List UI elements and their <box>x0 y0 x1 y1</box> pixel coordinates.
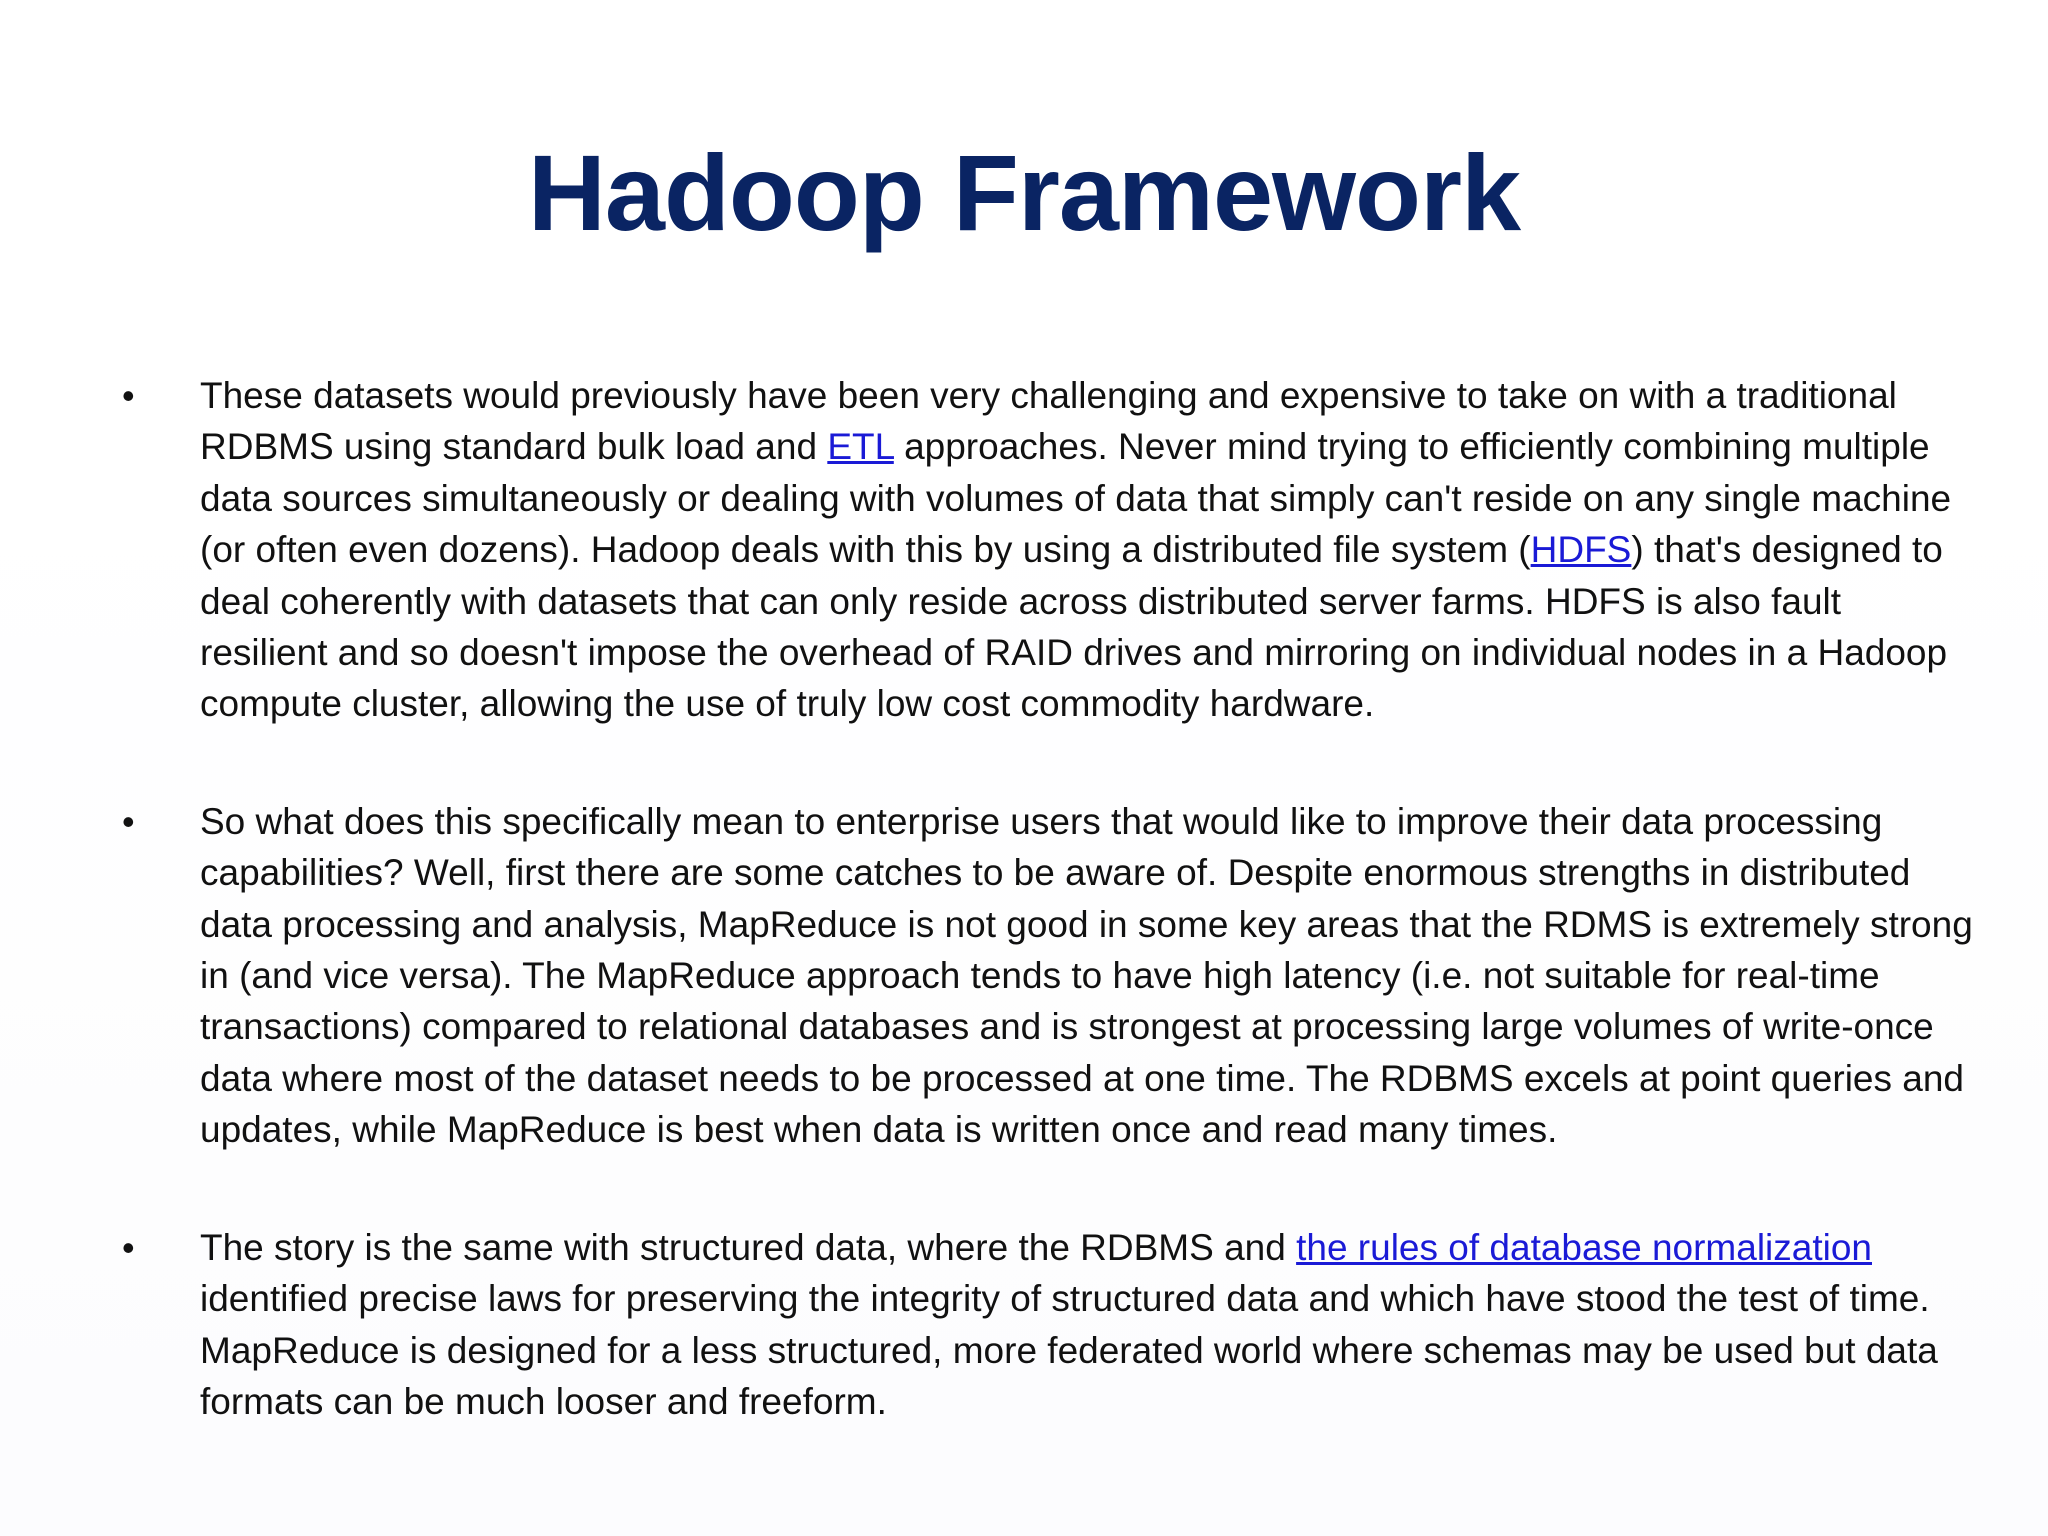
hdfs-link[interactable]: HDFS <box>1530 529 1632 571</box>
bullet-text <box>200 1227 1938 1422</box>
bullet-text-segment: approaches. Never mind trying to efficiently combining multiple data sources simultaneously or dealing with volumes of data that simply can't reside on any single machine (or often even dozens). Hadoop deals with this by using a distributed file system ( <box>200 426 1952 571</box>
bullet-dot-icon: • <box>122 1226 135 1268</box>
bullet-text-segment: ) that's designed to deal coherently with datasets that can only reside across distributed server farms. HDFS is also fault resilient and so doesn't impose the overhead of RAID drives and mirroring on individual nodes in a Hadoop compute cluster, allowing the use of truly low cost commodity hardware. <box>200 529 1948 725</box>
bullet-dot-icon: • <box>122 375 135 416</box>
bullet-text <box>200 801 1973 1150</box>
bullet-item <box>116 1222 1976 1428</box>
bullet-text <box>200 375 1951 724</box>
etl-link[interactable]: ETL <box>827 426 894 468</box>
bullet-text-segment: So what does this specifically mean to enterprise users that would like to improve their data processing capabilities? Well, first there are some catches to be aware of. Despite enormous strengths in distributed data processing and analysis, MapReduce is not good in some key areas that the RDMS is extremely strong in (and vice versa). The MapReduce approach tends to have high latency (i.e. not suitable for real-time transactions) compared to relational databases and is strongest at processing large volumes of write-once data where most of the dataset needs to be processed at one time. The RDBMS excels at point queries and updates, while MapReduce is best when data is written once and read many times. <box>200 800 1973 1151</box>
bullet-text-segment: identified precise laws for preserving the integrity of structured data and which have stood the test of time. MapReduce is designed for a less structured, more federated world where schemas may be used but data formats can be much looser and freeform. <box>200 1278 1938 1422</box>
bullet-item <box>116 796 1976 1156</box>
slide-title: Hadoop Framework <box>527 132 1521 253</box>
bullet-text-segment: These datasets would previously have been very challenging and expensive to take on with a traditional RDBMS using standard bulk load and <box>200 375 1897 468</box>
database-normalization-link[interactable]: the rules of database normalization <box>1296 1226 1872 1268</box>
bullet-item <box>116 370 1976 730</box>
bullet-list <box>116 370 1976 1427</box>
bullet-text-segment: The story is the same with structured data, where the RDBMS and <box>200 1226 1297 1268</box>
bullet-dot-icon: • <box>122 800 135 842</box>
